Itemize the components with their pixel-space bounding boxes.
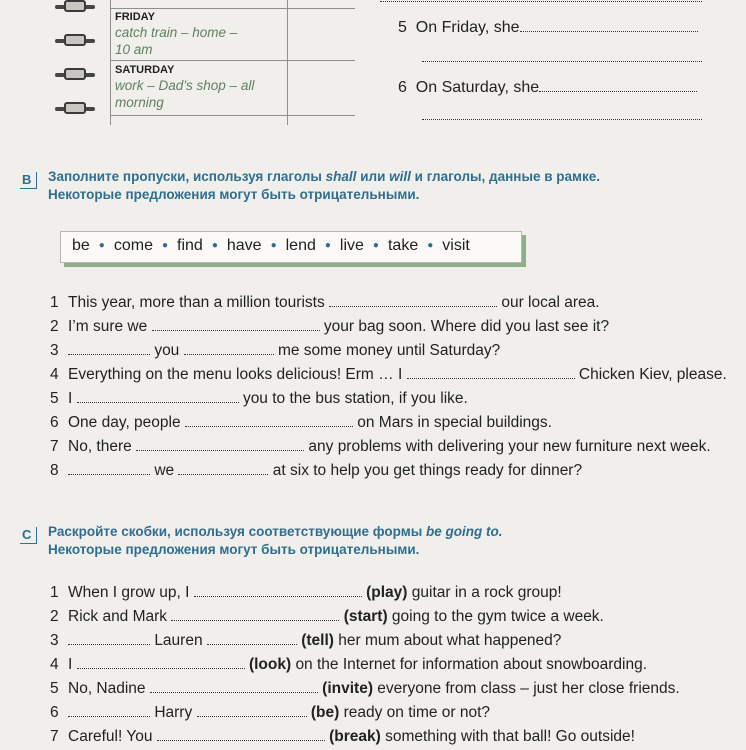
diary-entry-friday-line1: catch train – home – — [115, 25, 238, 40]
answer-blank[interactable] — [68, 342, 150, 355]
c-item-5: 5 No, Nadine (invite) everyone from class – just her close friends. — [50, 680, 680, 697]
answer-blank[interactable] — [77, 390, 239, 403]
answer-blank[interactable] — [520, 19, 698, 32]
diary-entry-saturday-line1: work – Dad’s shop – all — [115, 78, 255, 93]
c-item-1: 1 When I grow up, I (play) guitar in a rock group! — [50, 584, 562, 601]
b-item-5: 5 I you to the bus station, if you like. — [50, 390, 468, 407]
word-find: find — [177, 237, 203, 254]
c-item-7: 7 Careful! You (break) something with that ball! Go outside! — [50, 728, 635, 745]
answer-blank[interactable] — [68, 632, 150, 645]
answer-line[interactable] — [422, 118, 702, 120]
bullet-icon: ● — [211, 240, 218, 251]
diary-day-saturday: SATURDAY — [115, 64, 175, 76]
b-item-8: 8 we at six to help you get things ready for dinner? — [50, 462, 583, 479]
word-live: live — [339, 237, 364, 254]
word-box — [60, 231, 522, 263]
diary-column-line — [287, 0, 288, 125]
b-item-3: 3 you me some money until Saturday? — [50, 342, 501, 359]
bullet-icon: ● — [324, 240, 331, 251]
answer-blank[interactable] — [185, 414, 353, 427]
diary-page — [55, 0, 355, 125]
c-item-6: 6 Harry (be) ready on time or not? — [50, 704, 491, 721]
diary-entry-friday-line2: 10 am — [115, 42, 153, 57]
diary-rule — [110, 60, 355, 61]
word-list — [72, 237, 470, 255]
bullet-icon: ● — [427, 240, 434, 251]
section-b-label: B — [20, 172, 37, 189]
binder-ring-icon — [55, 0, 95, 14]
section-c-instruction-line2: Некоторые предложения могут быть отрицательными. — [48, 542, 420, 557]
answer-blank[interactable] — [150, 680, 318, 693]
c-item-3: 3 Lauren (tell) her mum about what happened? — [50, 632, 562, 649]
word-lend: lend — [285, 237, 316, 254]
answer-blank[interactable] — [68, 704, 150, 717]
bullet-icon: ● — [372, 240, 379, 251]
bleed-through-text — [140, 152, 143, 166]
b-item-1: 1 This year, more than a million tourists our local area. — [50, 294, 600, 311]
answer-blank[interactable] — [68, 462, 150, 475]
answer-blank[interactable] — [77, 656, 245, 669]
answer-blank[interactable] — [194, 584, 362, 597]
b-item-4: 4 Everything on the menu looks delicious! Erm … I Chicken Kiev, please. — [50, 366, 727, 383]
c-item-2: 2 Rick and Mark (start) going to the gym twice a week. — [50, 608, 604, 625]
section-c-label: C — [20, 527, 37, 544]
bullet-icon: ● — [270, 240, 277, 251]
b-item-2: 2 I’m sure we your bag soon. Where did you last see it? — [50, 318, 610, 335]
word-visit: visit — [442, 237, 470, 254]
word-take: take — [387, 237, 419, 254]
question-6 — [398, 79, 697, 97]
answer-blank[interactable] — [197, 704, 307, 717]
answer-blank[interactable] — [152, 318, 320, 331]
word-be: be — [72, 237, 90, 254]
section-c-instruction-line1: Раскройте скобки, используя соответствующие формы be going to. — [48, 524, 503, 539]
diary-rule — [110, 8, 355, 9]
answer-line — [380, 0, 702, 2]
section-b-instruction-line1: Заполните пропуски, используя глаголы shall или will и глаголы, данные в рамке. — [48, 169, 601, 184]
bullet-icon: ● — [161, 240, 169, 251]
answer-blank[interactable] — [329, 294, 497, 307]
answer-blank[interactable] — [184, 342, 274, 355]
binder-ring-icon — [55, 68, 95, 82]
question-text: On Friday, she — [415, 19, 520, 36]
answer-blank[interactable] — [207, 632, 297, 645]
answer-blank[interactable] — [157, 728, 325, 741]
c-item-4: 4 I (look) on the Internet for information about snowboarding. — [50, 656, 647, 673]
question-text: On Saturday, she — [415, 79, 540, 96]
diary-rule — [110, 115, 355, 116]
answer-blank[interactable] — [178, 462, 268, 475]
b-item-7: 7 No, there any problems with delivering your new furniture next week. — [50, 438, 711, 455]
b-item-6: 6 One day, people on Mars in special buildings. — [50, 414, 552, 431]
section-b-instruction-line2: Некоторые предложения могут быть отрицательными. — [48, 187, 420, 202]
answer-blank[interactable] — [539, 79, 697, 92]
answer-blank[interactable] — [171, 608, 339, 621]
bullet-icon: ● — [98, 240, 105, 251]
binder-ring-icon — [55, 102, 95, 116]
question-5 — [398, 19, 698, 37]
word-have: have — [226, 237, 262, 254]
answer-blank[interactable] — [407, 366, 575, 379]
binder-ring-icon — [55, 34, 95, 48]
word-come: come — [113, 237, 153, 254]
diary-day-friday: FRIDAY — [115, 11, 155, 23]
diary-margin-line — [110, 0, 111, 125]
question-number: 6 — [398, 79, 407, 96]
answer-blank[interactable] — [136, 438, 304, 451]
diary-entry-saturday-line2: morning — [115, 95, 164, 110]
question-number: 5 — [398, 19, 407, 36]
answer-line[interactable] — [422, 60, 702, 62]
